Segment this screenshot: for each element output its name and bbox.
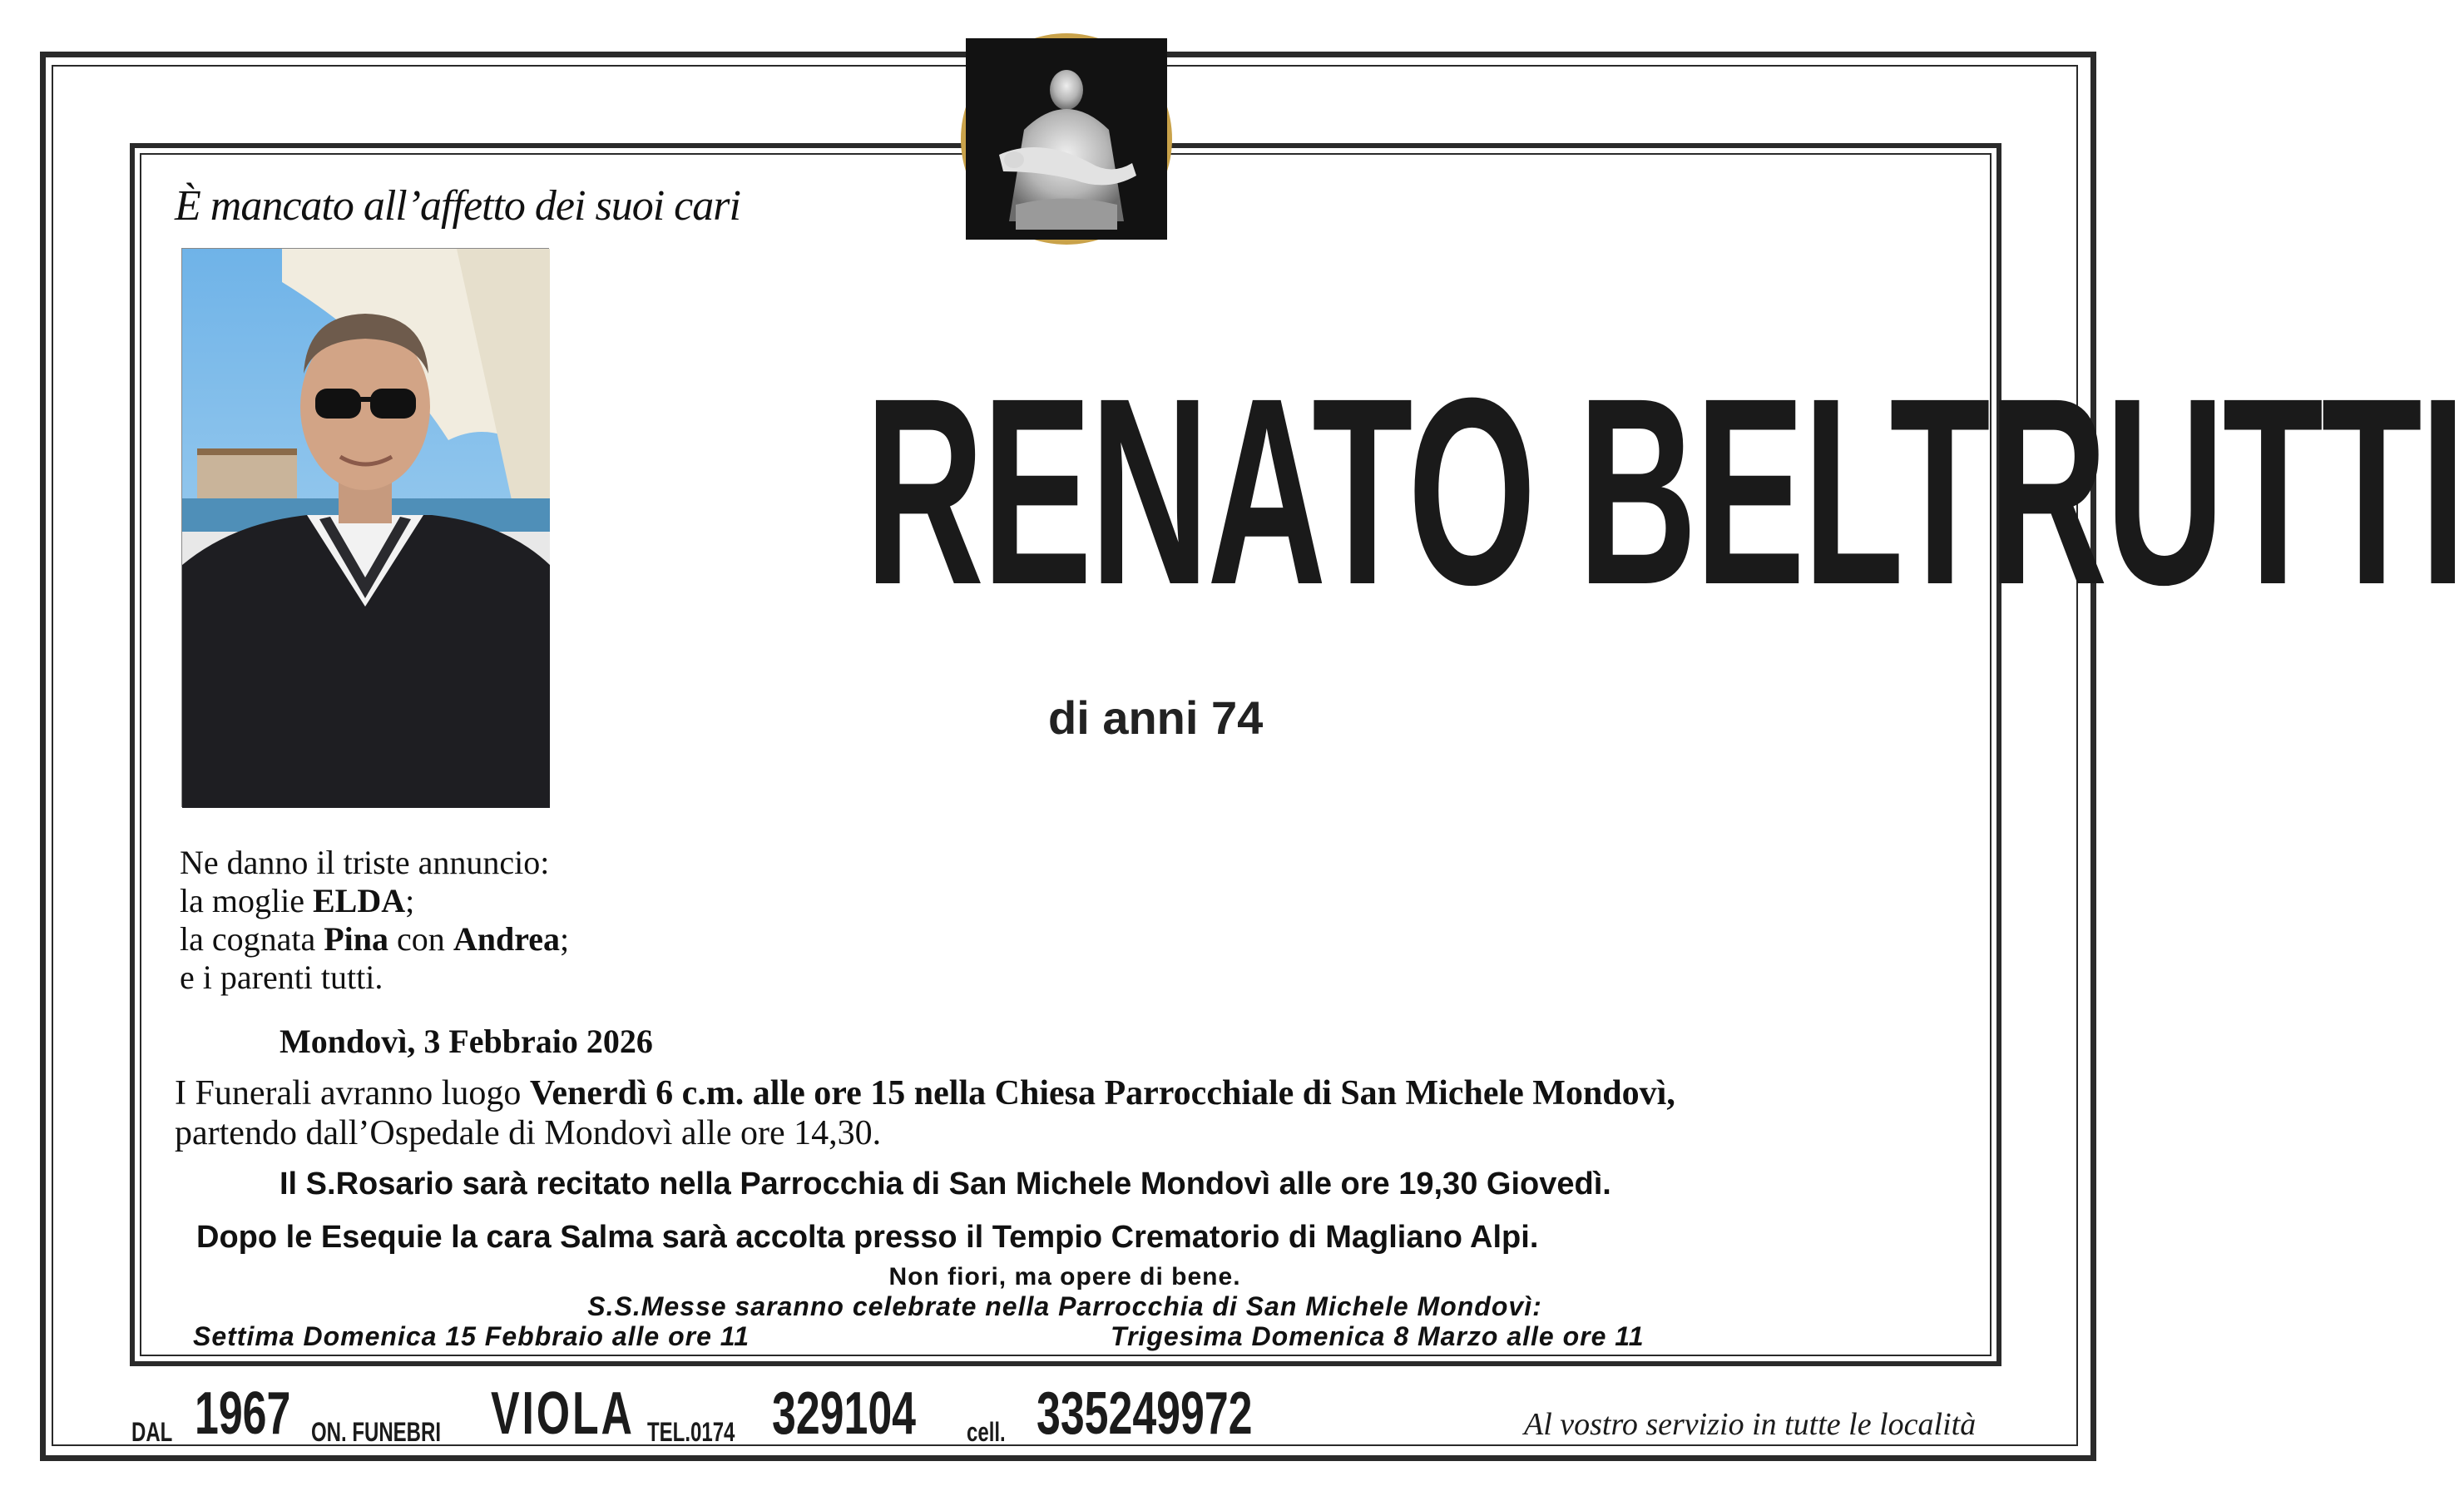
- relative-name: Andrea: [453, 920, 560, 958]
- wife-name: ELDA: [312, 882, 406, 919]
- announcement: [180, 844, 569, 997]
- funeral-home-footer: [130, 1381, 2010, 1448]
- footer-onoranze: ON. FUNEBRI: [311, 1417, 441, 1447]
- sister-in-law-name: Pina: [324, 920, 389, 958]
- announcement-line-1: Ne danno il triste annuncio:: [180, 844, 550, 881]
- footer-cell-number: 335249972: [1037, 1380, 1253, 1447]
- funeral-line-2: partendo dall’Ospedale di Mondovì alle ore 14,30.: [175, 1114, 882, 1152]
- portrait-photo: [181, 248, 549, 807]
- age-text: di anni 74: [1048, 691, 1264, 744]
- pieta-medallion: [961, 33, 1172, 245]
- footer-tel-label: TEL.0174: [647, 1417, 735, 1447]
- mass-seventh-day: Settima Domenica 15 Febbraio alle ore 11: [193, 1321, 750, 1351]
- mass-thirtieth-day: Trigesima Domenica 8 Marzo alle ore 11: [1111, 1321, 1645, 1351]
- intro-text: È mancato all’affetto dei suoi cari: [175, 182, 740, 230]
- footer-dal: DAL: [131, 1417, 173, 1447]
- funeral-details: [175, 1073, 1675, 1153]
- cremation-notice: Dopo le Esequie la cara Salma sarà accolta presso il Tempio Crematorio di Magliano Alpi.: [196, 1220, 1539, 1255]
- footer-service-tagline: Al vostro servizio in tutte le località: [1524, 1407, 1977, 1442]
- deceased-name: RENATO BELTRUTTI: [864, 342, 2464, 640]
- funeral-line-1: I Funerali avranno luogo Venerdì 6 c.m. alle ore 15 nella Chiesa Parrocchiale di San Michele Mondovì,: [175, 1074, 1675, 1112]
- pieta-statue-image: [966, 38, 1167, 240]
- place-date: Mondovì, 3 Febbraio 2026: [280, 1023, 653, 1060]
- footer-year: 1967: [195, 1380, 291, 1447]
- footer-company-name: VIOLA: [491, 1380, 635, 1447]
- announcement-line-4: e i parenti tutti.: [180, 959, 383, 996]
- footer-cell-label: cell.: [967, 1417, 1006, 1447]
- announcement-line-2: la moglie ELDA;: [180, 882, 415, 919]
- rosary-notice: Il S.Rosario sarà recitato nella Parrocchia di San Michele Mondovì alle ore 19,30 Giovedì.: [280, 1167, 1611, 1201]
- masses-notice: S.S.Messe saranno celebrate nella Parrocchia di San Michele Mondovì:: [587, 1291, 1542, 1321]
- footer-phone: 329104: [772, 1380, 916, 1447]
- no-flowers-notice: Non fiori, ma opere di bene.: [888, 1263, 1241, 1291]
- announcement-line-3: la cognata Pina con Andrea;: [180, 920, 570, 958]
